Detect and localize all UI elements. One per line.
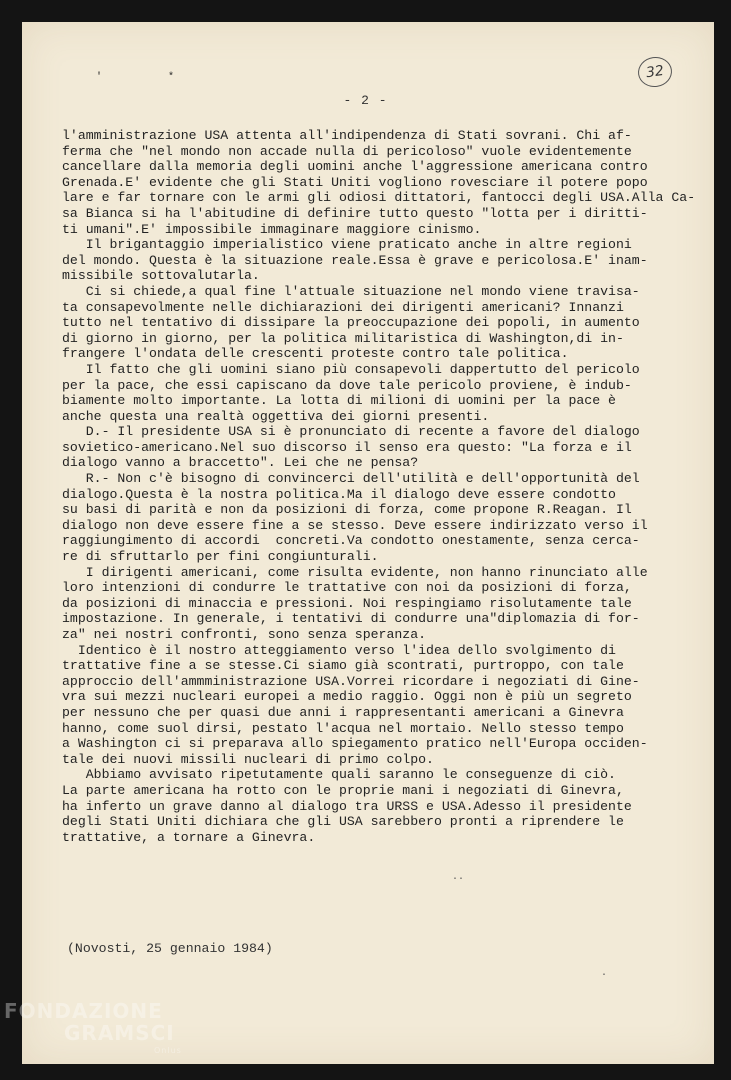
page-number: - 2 - (343, 93, 388, 108)
text-line: frangere l'ondata delle crescenti proteste contro tale politica. (62, 346, 569, 362)
text-line: anche questa una realtà oggettiva dei giorni presenti. (62, 408, 490, 424)
text-line: ti umani".E' impossibile immaginare maggiore cinismo. (62, 221, 482, 237)
text-line: l'amministrazione USA attenta all'indipendenza di Stati sovrani. Chi af- (62, 128, 632, 143)
watermark-line: FONDAZIONE (4, 999, 163, 1023)
text-line: D.- Il presidente USA si è pronunciato di recente a favore del dialogo (62, 424, 640, 440)
stray-mark: . (601, 968, 608, 979)
stray-mark: .. (452, 872, 465, 883)
text-line: dialogo.Questa è la nostra politica.Ma il dialogo deve essere condotto (62, 486, 616, 502)
text-line: re di sfruttarlo per fini congiunturali. (62, 549, 379, 565)
document-body (62, 128, 696, 845)
text-line: di giorno in giorno, per la politica militaristica di Washington,di in- (62, 330, 624, 346)
text-line: da posizioni di minaccia e pressioni. Noi respingiamo risolutamente tale (62, 595, 632, 611)
archive-number-stamp: 32 (636, 55, 674, 89)
watermark-line: Onlus (154, 1046, 182, 1055)
text-line: per la pace, che essi capiscano da dove tale pericolo proviene, è indub- (62, 377, 632, 393)
source-footer: (Novosti, 25 gennaio 1984) (67, 941, 273, 956)
text-line: hanno, come suol dirsi, pestato l'acqua nel mortaio. Nello stesso tempo (62, 720, 624, 736)
text-line: per nessuno che per quasi due anni i rappresentanti americani a Ginevra (62, 704, 624, 720)
text-line: impostazione. In generale, i tentativi di condurre una"diplomazia di for- (62, 611, 640, 627)
text-line: I dirigenti americani, come risulta evidente, non hanno rinunciato alle (62, 564, 648, 580)
corner-marks: ' * (96, 72, 205, 83)
text-line: sa Bianca si ha l'abitudine di definire tutto questo "lotta per i diritti- (62, 205, 648, 221)
text-line: trattative, a tornare a Ginevra. (62, 829, 316, 845)
text-line: raggiungimento di accordi concreti.Va condotto onestamente, senza cerca- (62, 533, 640, 549)
watermark-line: GRAMSCI (64, 1021, 175, 1045)
text-line: Ci si chiede,a qual fine l'attuale situazione nel mondo viene travisa- (62, 283, 640, 299)
text-line: Il fatto che gli uomini siano più consapevoli dappertutto del pericolo (62, 361, 640, 377)
text-line: missibile sottovalutarla. (62, 268, 260, 284)
text-line: ta consapevolmente nelle dichiarazioni dei dirigenti americani? Innanzi (62, 299, 624, 315)
text-line: Grenada.E' evidente che gli Stati Uniti vogliono rovesciare il potere popo (62, 174, 648, 190)
text-line: dialogo vanno a braccetto". Lei che ne pensa? (62, 455, 419, 471)
text-line: za" nei nostri confronti, sono senza speranza. (62, 627, 427, 642)
text-line: trattative fine a se stesse.Ci siamo già scontrati, purtroppo, con tale (62, 658, 624, 674)
text-line: dialogo non deve essere fine a se stesso. Deve essere indirizzato verso il (62, 517, 648, 533)
text-line: approccio dell'ammministrazione USA.Vorrei ricordare i negoziati di Gine- (62, 673, 640, 689)
text-line: ha inferto un grave danno al dialogo tra URSS e USA.Adesso il presidente (62, 798, 632, 814)
text-line: cancellare dalla memoria degli uomini anche l'aggressione americana contro (62, 159, 648, 175)
text-line: a Washington ci si preparava allo spiegamento pratico nell'Europa occiden- (62, 736, 648, 752)
text-line: vra sui mezzi nucleari europei a medio raggio. Oggi non è più un segreto (62, 689, 632, 705)
text-line: lare e far tornare con le armi gli odiosi dittatori, fantocci degli USA.Alla Ca- (62, 190, 696, 206)
text-line: Identico è il nostro atteggiamento verso l'idea dello svolgimento di (62, 642, 616, 658)
text-line: degli Stati Uniti dichiara che gli USA sarebbero pronti a riprendere le (62, 814, 624, 830)
text-line: loro intenzioni di condurre le trattative con noi da posizioni di forza, (62, 580, 632, 596)
text-line: sovietico-americano.Nel suo discorso il senso era questo: "La forza e il (62, 439, 632, 455)
text-line: Abbiamo avvisato ripetutamente quali saranno le conseguenze di ciò. (62, 767, 616, 783)
archive-watermark (4, 1000, 182, 1062)
text-line: su basi di parità e non da posizioni di forza, come propone R.Reagan. Il (62, 502, 632, 518)
text-line: ferma che "nel mondo non accade nulla di pericoloso" vuole evidentemente (62, 143, 632, 159)
text-line: biamente molto importante. La lotta di milioni di uomini per la pace è (62, 393, 616, 409)
text-line: Il brigantaggio imperialistico viene praticato anche in altre regioni (62, 237, 632, 253)
text-line: tale dei nuovi missili nucleari di primo colpo. (62, 751, 434, 767)
text-line: tutto nel tentativo di dissipare la preoccupazione dei popoli, in aumento (62, 315, 640, 331)
text-line: del mondo. Questa è la situazione reale.Essa è grave e pericolosa.E' inam- (62, 252, 648, 268)
text-line: R.- Non c'è bisogno di convincerci dell'utilità e dell'opportunità del (62, 471, 640, 487)
text-line: La parte americana ha rotto con le proprie mani i negoziati di Ginevra, (62, 782, 624, 798)
